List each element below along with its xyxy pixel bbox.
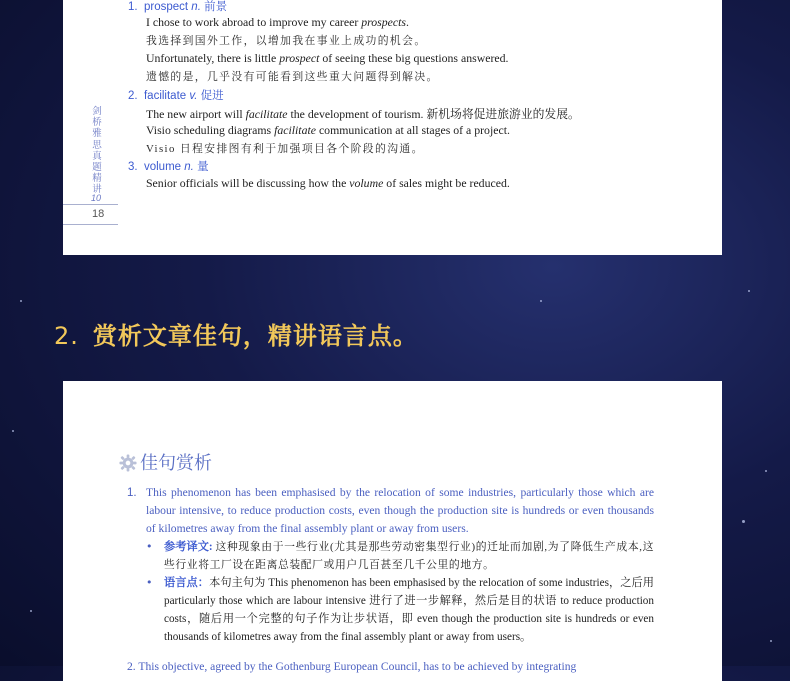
bullet: • <box>146 540 153 553</box>
example-sentence: The new airport will facilitate the development of tourism. 新机场将促进旅游业的发展。 <box>146 107 580 121</box>
vocab-entry-prospect: 1. prospect n. 前景 <box>128 1 228 13</box>
book-side-title: 剑桥雅思真题精讲 <box>92 106 102 196</box>
next-item-partial: 2. This objective, agreed by the Gothenburg European Council, has to be achieved by integrating <box>127 660 577 673</box>
book-page-top <box>63 0 722 255</box>
example-translation: 遗憾的是，几乎没有可能看到这些重大问题得到解决。 <box>146 71 439 83</box>
quote-sentence: This phenomenon has been emphasised by the relocation of some industries, particularly those which are labour intensive, to reduce production costs, even though the production site is hundreds or even thousands of kilometres away from the final assembly plant or away from users. <box>146 486 654 535</box>
example-translation: Visio 日程安排图有利于加强项目各个阶段的沟通。 <box>146 143 424 155</box>
vocab-entry-facilitate: 2. facilitate v. 促进 <box>128 90 224 102</box>
language-note: 语言点：本句主句为 This phenomenon has been emphasised by the relocation of some industries，之后用 particularly those which are labour intensive 进行了进一步解释，然后是目的状语 to reduce production costs，随后用一个完整的句子作为让步状语，即 even though the production site is hundreds or even thousands of kilometres away from the final assembly plant or away from users。 <box>164 577 654 643</box>
example-sentence: I chose to work abroad to improve my career prospects. <box>146 15 409 29</box>
item-number: 1. <box>127 487 137 499</box>
example-sentence: Visio scheduling diagrams facilitate communication at all stages of a project. <box>146 123 510 137</box>
divider <box>63 204 118 205</box>
example-sentence: Unfortunately, there is little prospect of seeing these big questions answered. <box>146 51 509 65</box>
example-translation: 我选择到国外工作，以增加我在事业上成功的机会。 <box>146 35 427 47</box>
translation-note: 参考译文: 这种现象由于一些行业(尤其是那些劳动密集型行业)的迁址而加剧,为了降低生产成本,这些行业将工厂设在距离总装配厂或用户几百甚至几千公里的地方。 <box>164 541 655 571</box>
vocab-entry-volume: 3. volume n. 量 <box>128 161 209 173</box>
divider <box>63 224 118 225</box>
bullet: • <box>146 576 153 589</box>
section-heading: 2. 赏析文章佳句，精讲语言点。 <box>54 322 418 350</box>
card-heading: 佳句赏析 <box>119 449 212 475</box>
book-page-bottom <box>63 381 722 681</box>
gear-icon <box>119 454 137 472</box>
page-number: 18 <box>92 208 105 220</box>
example-sentence: Senior officials will be discussing how the volume of sales might be reduced. <box>146 176 510 190</box>
book-side-volume: 10 <box>91 193 102 203</box>
